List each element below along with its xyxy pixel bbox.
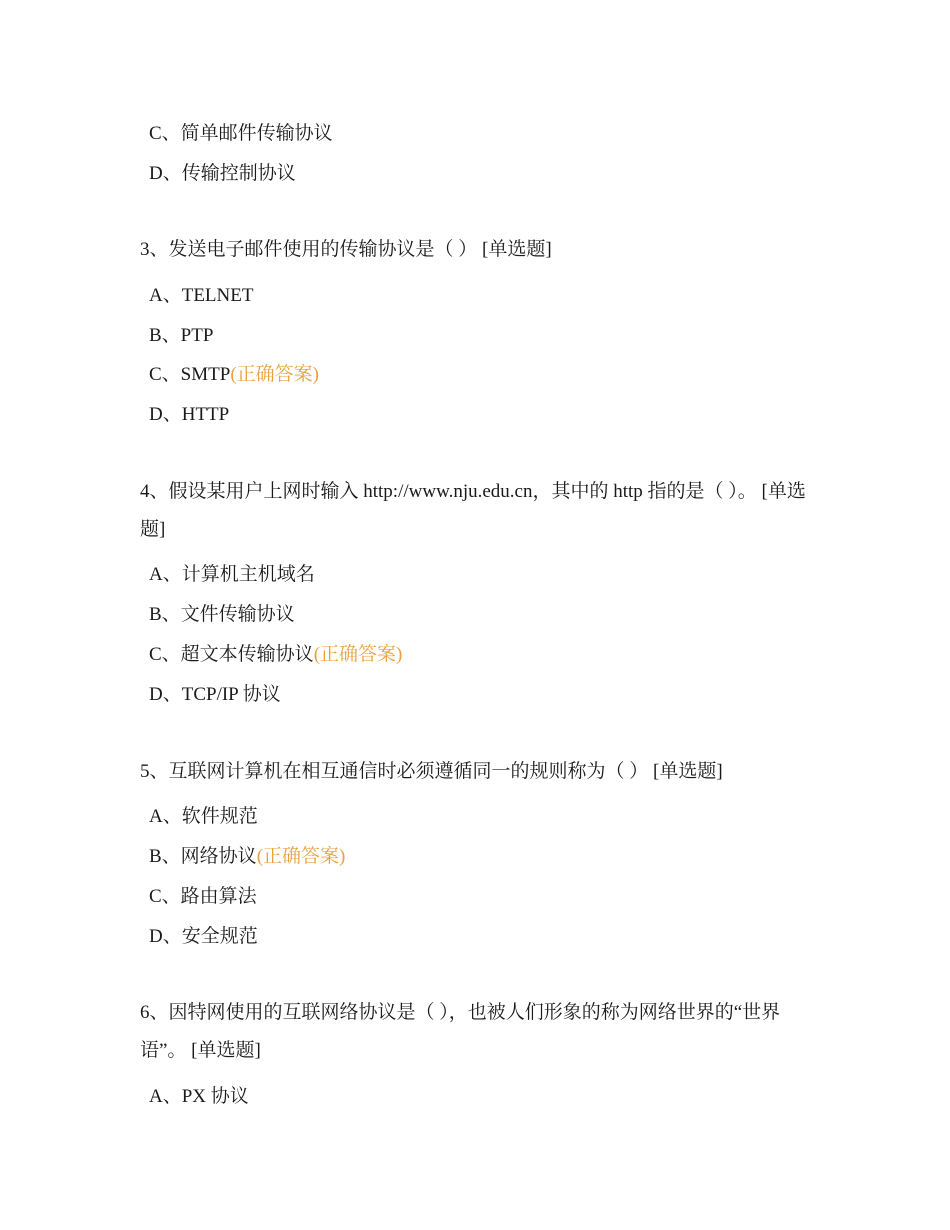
option-text: A、TELNET xyxy=(149,285,254,306)
option-q6-a xyxy=(149,1085,249,1109)
option-q2-c xyxy=(149,122,333,146)
option-q2-d xyxy=(149,162,296,186)
question-6-stem-line2: 语”。 [单选题] xyxy=(140,1040,261,1061)
option-q5-d xyxy=(149,925,258,949)
question-3-stem: 3、发送电子邮件使用的传输协议是（ ） [单选题] xyxy=(140,239,552,260)
question-6-stem-line1: 6、因特网使用的互联网络协议是（ ），也被人们形象的称为网络世界的“世界 xyxy=(140,1002,781,1023)
question-4-stem-line2: 题] xyxy=(140,519,166,540)
option-text: D、TCP/IP 协议 xyxy=(149,684,281,705)
option-text: A、计算机主机域名 xyxy=(149,564,315,585)
correct-answer-mark: (正确答案) xyxy=(256,846,346,867)
option-q3-b xyxy=(149,324,213,348)
option-text: B、PTP xyxy=(149,325,214,346)
question-4-stem-line1: 4、假设某用户上网时输入 http://www.nju.edu.cn，其中的 http 指的是（ ）。 [单选 xyxy=(140,481,806,502)
option-q4-a xyxy=(149,563,315,587)
option-text: A、软件规范 xyxy=(149,806,258,827)
option-q5-c xyxy=(149,885,257,909)
option-text: A、PX 协议 xyxy=(149,1086,249,1107)
option-q3-d xyxy=(149,403,229,427)
correct-answer-mark: (正确答案) xyxy=(313,644,403,665)
option-text: C、超文本传输协议 xyxy=(149,644,314,665)
option-text: B、网络协议 xyxy=(149,846,257,867)
question-5-stem: 5、互联网计算机在相互通信时必须遵循同一的规则称为（ ） [单选题] xyxy=(140,761,723,782)
option-q5-b xyxy=(149,845,345,869)
option-text: C、SMTP xyxy=(149,364,231,385)
option-text: D、传输控制协议 xyxy=(149,163,296,184)
correct-answer-mark: (正确答案) xyxy=(230,364,319,385)
option-text: B、文件传输协议 xyxy=(149,604,295,625)
option-q3-a xyxy=(149,284,253,308)
option-text: D、安全规范 xyxy=(149,926,258,947)
option-q4-d xyxy=(149,683,281,707)
option-text: D、HTTP xyxy=(149,404,230,425)
option-q4-c xyxy=(149,643,402,667)
option-q4-b xyxy=(149,603,295,627)
option-q3-c xyxy=(149,363,319,387)
option-text: C、路由算法 xyxy=(149,886,257,907)
option-q5-a xyxy=(149,805,258,829)
option-text: C、简单邮件传输协议 xyxy=(149,123,333,144)
